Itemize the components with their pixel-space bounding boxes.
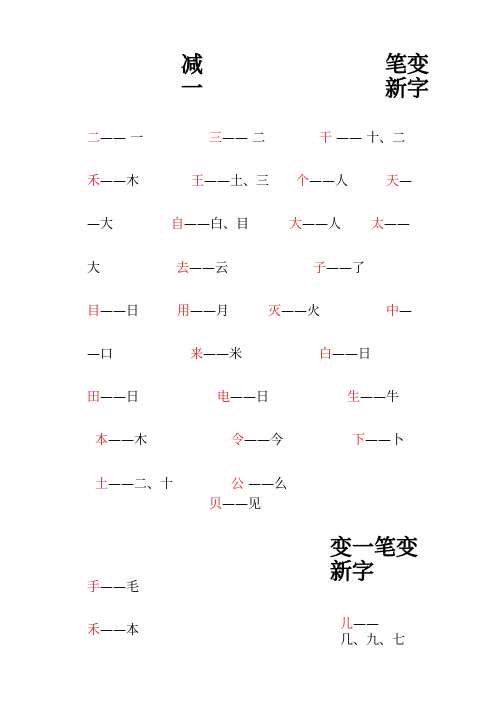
result-text: ——米	[203, 347, 243, 362]
result-text: ——	[353, 617, 380, 632]
source-char: 禾	[87, 623, 101, 638]
result-text: ——日	[230, 390, 270, 405]
result-text: —	[399, 304, 413, 319]
entry	[231, 477, 287, 493]
result-text: ——日	[332, 347, 372, 362]
result-text: ——见	[222, 497, 262, 512]
entry	[209, 131, 265, 147]
section2-title	[330, 537, 418, 585]
entry	[231, 433, 283, 449]
source-char: 田	[87, 390, 101, 405]
result-text: ——卜	[365, 433, 405, 448]
entry	[289, 217, 341, 233]
source-char: 王	[191, 174, 205, 189]
result-text: ——日	[100, 390, 140, 405]
result-text: ——火	[281, 304, 321, 319]
source-char: 灭	[268, 304, 282, 319]
source-char: 目	[87, 304, 101, 319]
result-text: —大	[87, 217, 114, 232]
result-text: ——白、目	[184, 217, 250, 232]
result-text: —口	[87, 347, 114, 362]
source-char: 个	[296, 174, 310, 189]
result-text: ——二、十	[108, 477, 174, 492]
result-text: —	[399, 174, 413, 189]
source-char: 儿	[340, 617, 354, 632]
source-char: 令	[231, 433, 245, 448]
source-char: 子	[313, 261, 327, 276]
source-char: 公	[231, 477, 245, 492]
source-char: 三	[209, 131, 223, 146]
entry	[352, 433, 404, 449]
source-char: 太	[371, 217, 385, 232]
entry	[171, 217, 249, 233]
source-char: 贝	[209, 497, 223, 512]
entry	[87, 390, 139, 406]
source-char: 自	[171, 217, 185, 232]
title-left-line1: 减	[181, 53, 204, 78]
entry	[296, 174, 348, 190]
entry	[87, 131, 143, 147]
entry	[319, 347, 371, 363]
entry	[177, 304, 229, 320]
result-text: ——土、三	[204, 174, 270, 189]
source-char: 用	[177, 304, 191, 319]
entry	[87, 261, 100, 277]
title-right-line1: 笔变	[385, 53, 430, 78]
result-text-line2: 几、九、七	[340, 633, 406, 648]
result-text: ——人	[302, 217, 342, 232]
entry	[87, 217, 113, 233]
result-text: ——木	[108, 433, 148, 448]
title-right	[385, 54, 429, 102]
entry	[87, 174, 139, 190]
source-char: 白	[319, 347, 333, 362]
result-text: ——日	[100, 304, 140, 319]
source-char: 土	[95, 477, 109, 492]
section2-title-line2: 新字	[330, 560, 375, 585]
result-text: ——本	[100, 623, 140, 638]
source-char: 禾	[87, 174, 101, 189]
entry	[386, 174, 412, 190]
source-char: 电	[217, 390, 231, 405]
title-left-line2: 一	[181, 77, 204, 102]
source-char: 干	[319, 131, 333, 146]
source-char: 来	[190, 347, 204, 362]
source-char: 去	[176, 261, 190, 276]
entry	[87, 623, 139, 639]
result-text: ——毛	[100, 580, 140, 595]
entry	[217, 390, 269, 406]
entry	[87, 304, 139, 320]
title-right-line2: 新字	[385, 77, 430, 102]
source-char: 下	[352, 433, 366, 448]
source-char: 中	[386, 304, 400, 319]
entry	[371, 217, 410, 233]
result-text: ——牛	[360, 390, 400, 405]
entry	[319, 131, 405, 147]
entry	[386, 304, 412, 320]
entry	[347, 390, 399, 406]
entry	[268, 304, 320, 320]
result-text: —— 一	[100, 131, 144, 146]
result-text: ——木	[100, 174, 140, 189]
entry	[87, 580, 139, 596]
result-text: ——了	[326, 261, 366, 276]
result-text: —— 二	[222, 131, 266, 146]
source-char: 本	[95, 433, 109, 448]
result-text: ——月	[190, 304, 230, 319]
source-char: 生	[347, 390, 361, 405]
result-text: ——么	[244, 477, 288, 492]
result-text: ——云	[189, 261, 229, 276]
result-text: ——人	[309, 174, 349, 189]
entry	[313, 261, 365, 277]
source-char: 天	[386, 174, 400, 189]
result-text: 大	[87, 261, 101, 276]
result-text: ——	[384, 217, 411, 232]
title-left	[181, 54, 203, 102]
entry	[190, 347, 242, 363]
result-text: ——今	[244, 433, 284, 448]
entry	[95, 477, 173, 493]
source-char: 手	[87, 580, 101, 595]
entry	[176, 261, 228, 277]
entry	[209, 497, 261, 513]
source-char: 二	[87, 131, 101, 146]
entry	[87, 347, 113, 363]
result-text: —— 十、二	[332, 131, 406, 146]
section2-title-line1: 变一笔变	[330, 536, 419, 561]
entry	[191, 174, 269, 190]
entry	[340, 617, 405, 649]
entry	[95, 433, 147, 449]
source-char: 大	[289, 217, 303, 232]
